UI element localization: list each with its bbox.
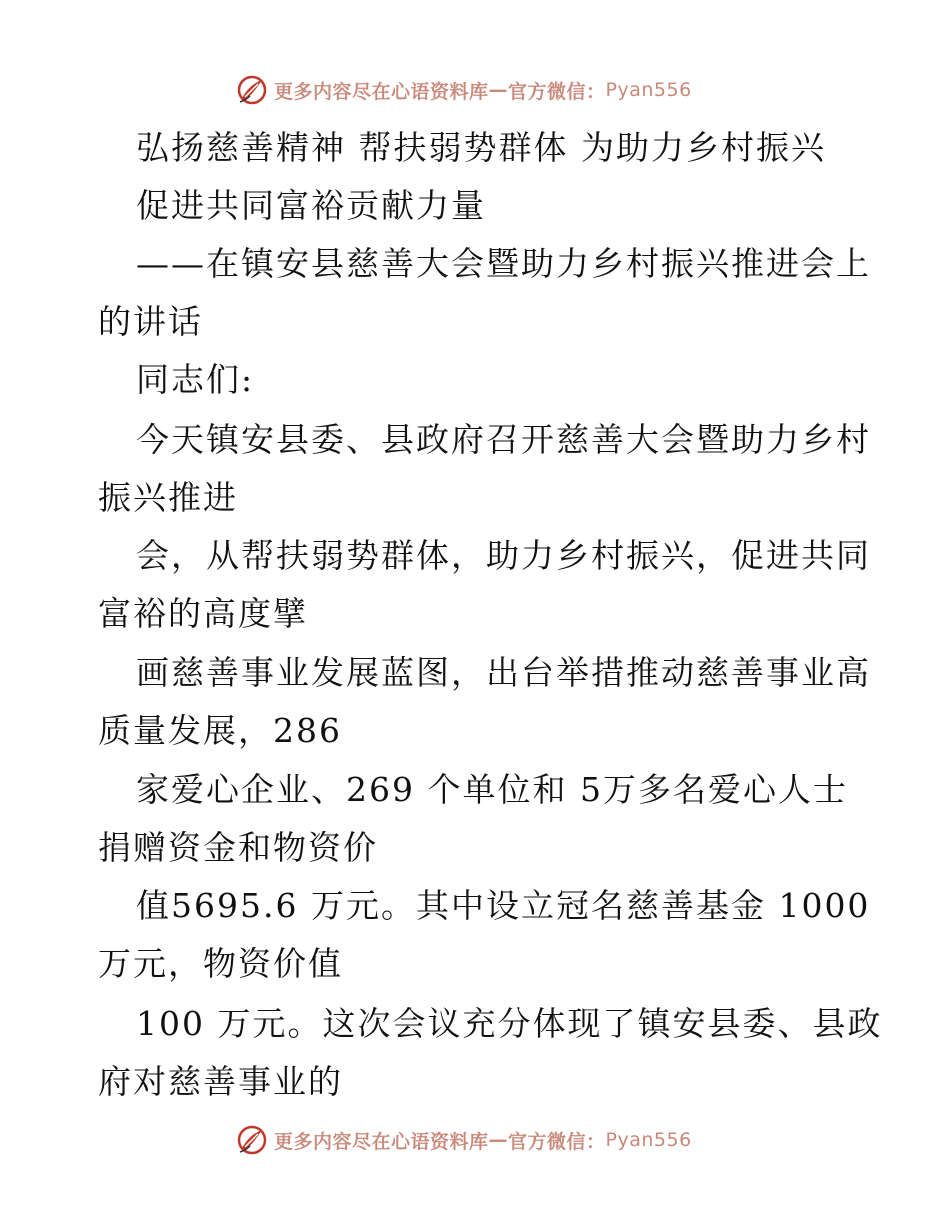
paragraph-line: 今天镇安县委、县政府召开慈善大会暨助力乡村 (136, 420, 871, 459)
title-line-1: 弘扬慈善精神 帮扶弱势群体 为助力乡村振兴 (136, 128, 826, 167)
subtitle-line-1: ——在镇安县慈善大会暨助力乡村振兴推进会上 (136, 244, 871, 283)
watermark-wechat-id: Pyan556 (605, 1129, 692, 1151)
paragraph-line: 会，从帮扶弱势群体，助力乡村振兴，促进共同 (136, 536, 871, 575)
salutation: 同志们: (136, 360, 255, 399)
watermark-separator: — (488, 79, 509, 101)
pen-logo-icon (236, 74, 268, 106)
pen-logo-icon (236, 1124, 268, 1156)
paragraph-line: 100 万元。这次会议充分体现了镇安县委、县政 (136, 1004, 883, 1043)
paragraph-line: 画慈善事业发展蓝图，出台举措推动慈善事业高 (136, 653, 871, 692)
paragraph-line: 振兴推进 (98, 478, 238, 517)
paragraph-line: 值5695.6 万元。其中设立冠名慈善基金 1000 (136, 886, 871, 925)
subtitle-line-2: 的讲话 (98, 302, 203, 341)
watermark-text: 更多内容尽在心语资料库 (274, 80, 489, 103)
paragraph-line: 富裕的高度擘 (98, 594, 308, 633)
watermark-wechat-label: 官方微信： (508, 80, 606, 103)
watermark-banner-bottom (0, 1120, 950, 1160)
watermark-wechat-label: 官方微信： (508, 1130, 606, 1153)
watermark-banner-top (0, 70, 950, 110)
paragraph-line: 捐赠资金和物资价 (98, 828, 378, 867)
paragraph-line: 府对慈善事业的 (98, 1062, 343, 1101)
paragraph-line: 质量发展，286 (98, 711, 342, 750)
paragraph-line: 家爱心企业、269 个单位和 5万多名爱心人士 (136, 770, 848, 809)
watermark-text: 更多内容尽在心语资料库 (274, 1130, 489, 1153)
title-line-2: 促进共同富裕贡献力量 (136, 186, 486, 225)
watermark-separator: — (488, 1129, 509, 1151)
paragraph-line: 万元，物资价值 (98, 944, 343, 983)
watermark-wechat-id: Pyan556 (605, 79, 692, 101)
